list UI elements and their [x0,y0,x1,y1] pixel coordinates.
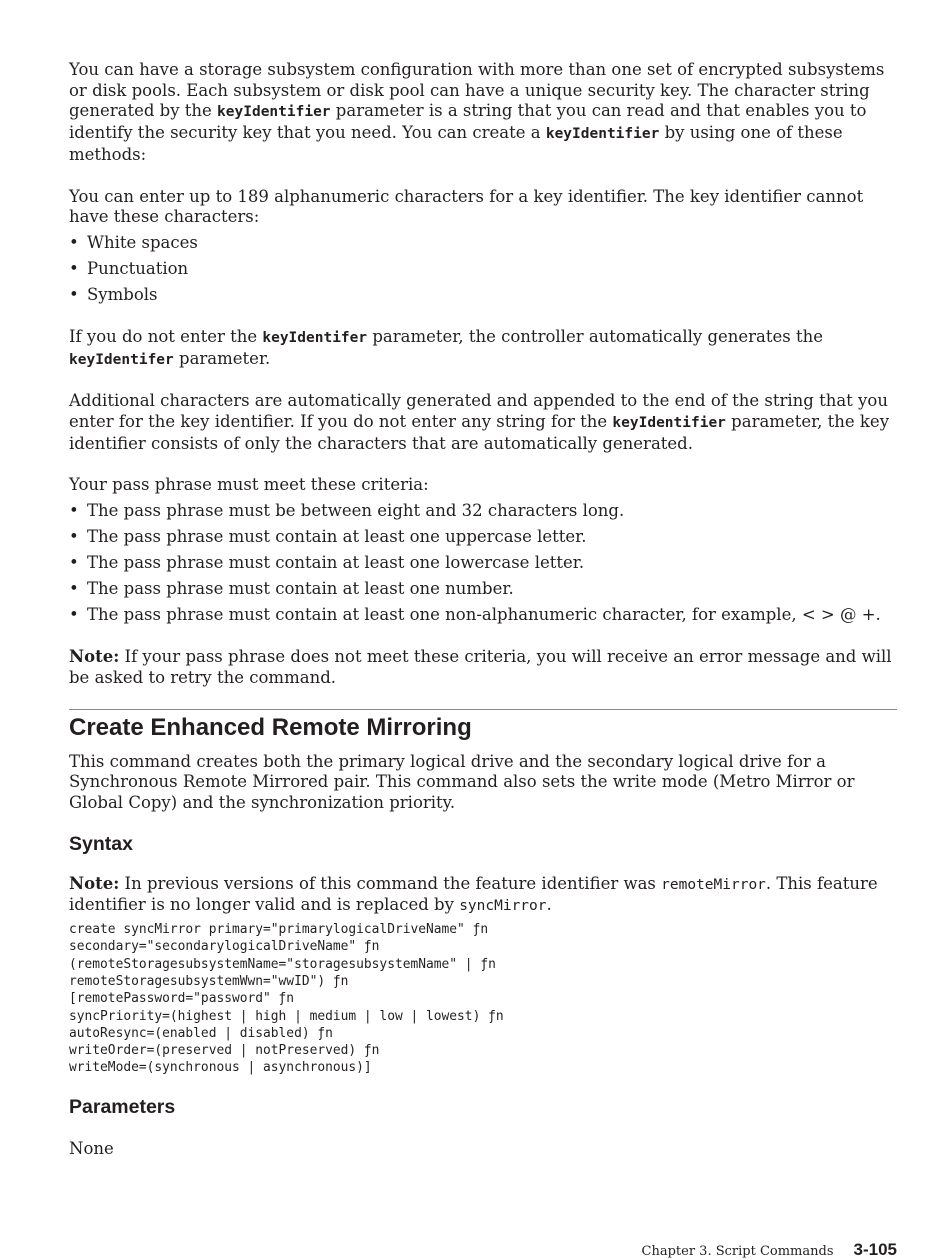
note-label: Note: [69,647,120,667]
additional-characters-paragraph: Additional characters are automatically generated and appended to the end of the string that you enter for the key identifier. If you do not enter any string for the keyIdentifier parameter, the key identifier consists of only the characters that are automatically generated. [69,391,890,453]
list-item: • The pass phrase must contain at least one number. [69,579,897,600]
pass-phrase-criteria-list [69,501,897,626]
key-identifier-limits-paragraph: You can enter up to 189 alphanumeric characters for a key identifier. The key identifier cannot have these characters: [69,186,864,227]
list-item: • Symbols [69,285,897,306]
key-identifier-term: keyIdentifier [612,415,726,432]
section-description: This command creates both the primary logical drive and the secondary logical drive for a Synchronous Remote Mirrored pair. This command also sets the write mode (Metro Mirror or Global Copy) and the synchronization priority. [69,751,855,812]
section-title: Create Enhanced Remote Mirroring [69,713,472,741]
section-divider [69,709,897,710]
code-term: syncMirror [459,898,547,915]
code-term: remoteMirror [661,876,766,893]
list-item: • The pass phrase must be between eight and 32 characters long. [69,501,897,522]
pass-phrase-note: Note: If your pass phrase does not meet these criteria, you will receive an error message and will be asked to retry the command. [69,647,892,687]
syntax-code-block: create syncMirror primary="primarylogicalDriveName" ƒn secondary="secondarylogicalDriveName" ƒn (remoteStoragesubsystemName="storagesubsystemName" | ƒn remoteStoragesubsystemWwn="wwID") ƒn [remotePassword="password" ƒn syncPriority=(highest | high | medium | low | lowest) ƒn autoResync=(enabled | disabled) ƒn writeOrder=(preserved | notPreserved) ƒn writeMode=(synchronous | asynchronous)] [69,922,504,1076]
footer-chapter: Chapter 3. Script Commands [641,1244,834,1259]
key-identifier-term: keyIdentifier [217,104,331,121]
list-item: • The pass phrase must contain at least one uppercase letter. [69,527,897,548]
list-item: • Punctuation [69,259,897,280]
key-identifer-term: keyIdentifer [262,329,368,346]
document-page [69,60,897,1159]
parameters-heading: Parameters [69,1095,176,1118]
syntax-heading: Syntax [69,832,133,855]
page-number: 3-105 [853,1240,897,1259]
note-label: Note: [69,873,120,893]
list-item: • White spaces [69,233,897,254]
disallowed-characters-list [69,233,897,306]
parameters-text: None [69,1138,114,1158]
key-identifier-term: keyIdentifier [545,126,660,143]
intro-paragraph-security-keys: You can have a storage subsystem configuration with more than one set of encrypted subsystems or disk pools. Each subsystem or disk pool can have a unique security key. The character string generated by the keyIdentifier parameter is a string that you can read and that enables you to identify the security key that you need. You can create a keyIdentifier by using one of these methods: [69,60,885,164]
list-item: • The pass phrase must contain at least one lowercase letter. [69,553,897,574]
syntax-note: Note: In previous versions of this command the feature identifier was remoteMirror. This feature identifier is no longer valid and is replaced by syncMirror. [69,873,878,915]
key-identifer-term: keyIdentifer [69,351,174,368]
pass-phrase-criteria-intro: Your pass phrase must meet these criteria: [69,475,429,495]
page-footer [642,1240,897,1260]
auto-generate-paragraph: If you do not enter the keyIdentifer parameter, the controller automatically generates the keyIdentifer parameter. [69,326,824,368]
list-item: • The pass phrase must contain at least one non-alphanumeric character, for example, < > @ +. [69,605,897,626]
